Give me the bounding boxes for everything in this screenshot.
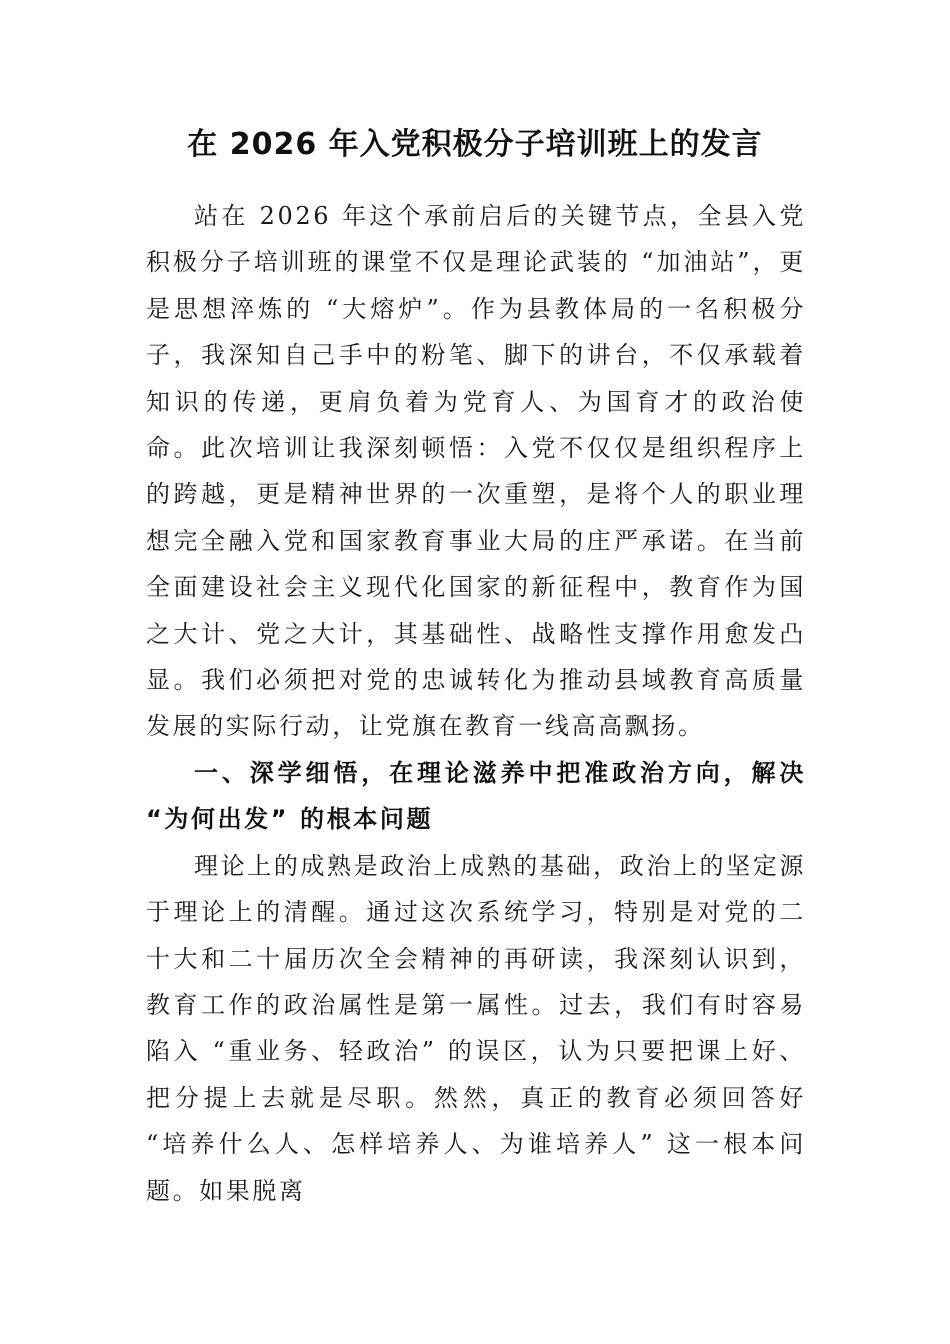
- intro-paragraph: 站在 2026 年这个承前启后的关键节点，全县入党积极分子培训班的课堂不仅是理论武装的 “加油站”，更是思想淬炼的 “大熔炉”。作为县教体局的一名积极分子，我深知自己手中的粉笔、脚下的讲台，不仅承载着知识的传递，更肩负着为党育人、为国育才的政治使命。此次培训让我深刻顿悟：入党不仅仅是组织程序上的跨越，更是精神世界的一次重塑，是将个人的职业理想完全融入党和国家教育事业大局的庄严承诺。在当前全面建设社会主义现代化国家的新征程中，教育作为国之大计、党之大计，其基础性、战略性支撑作用愈发凸显。我们必须把对党的忠诚转化为推动县域教育高质量发展的实际行动，让党旗在教育一线高高飘扬。: [146, 202, 806, 741]
- document-body: [146, 193, 806, 1214]
- section-1-paragraph: 理论上的成熟是政治上成熟的基础，政治上的坚定源于理论上的清醒。通过这次系统学习，特别是对党的二十大和二十届历次全会精神的再研读，我深刻认识到，教育工作的政治属性是第一属性。过去，我们有时容易陷入 “重业务、轻政治” 的误区，认为只要把课上好、把分提上去就是尽职。然然，真正的教育必须回答好 “培养什么人、怎样培养人、为谁培养人” 这一根本问题。如果脱离: [146, 851, 806, 1205]
- document-title: 在 2026 年入党积极分子培训班上的发言: [187, 127, 763, 162]
- section-heading-1: 一、深学细悟，在理论滋养中把准政治方向，解决 “为何出发” 的根本问题: [146, 758, 806, 834]
